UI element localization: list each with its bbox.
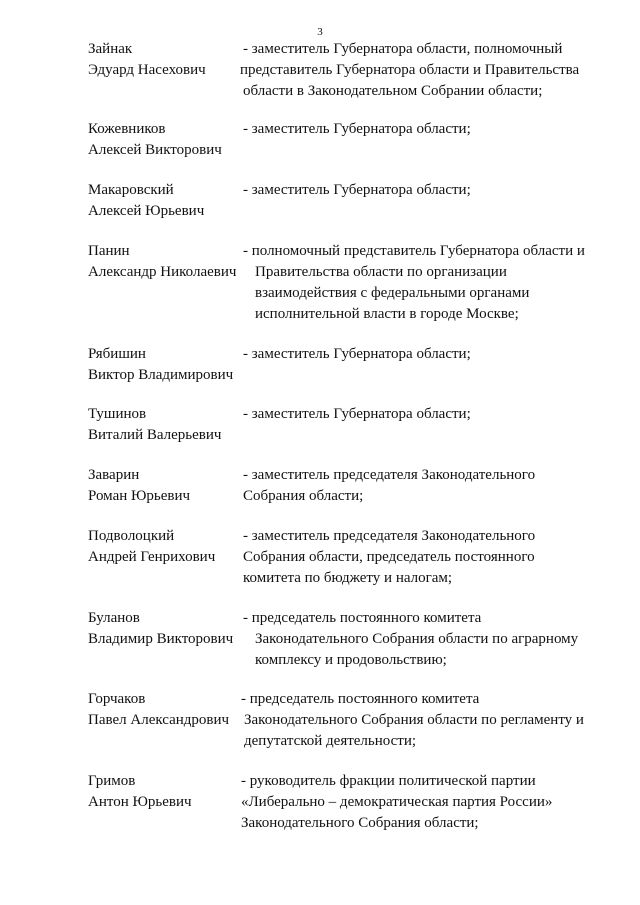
member-role-line: Законодательного Собрания области по регламенту и	[244, 712, 584, 728]
member-surname: Макаровский	[88, 182, 174, 198]
member-surname: Подволоцкий	[88, 528, 175, 544]
member-role-line: области в Законодательном Собрании области;	[243, 83, 543, 99]
member-role-line: комплексу и продовольствию;	[255, 652, 447, 668]
member-given-names: Виталий Валерьевич	[88, 427, 222, 443]
member-role-line: - полномочный представитель Губернатора области и	[243, 243, 585, 259]
member-surname: Тушинов	[88, 406, 147, 422]
member-role-line: Правительства области по организации	[255, 264, 507, 280]
member-surname: Буланов	[88, 610, 140, 626]
member-role-line: исполнительной власти в городе Москве;	[255, 306, 519, 322]
member-role-line: взаимодействия с федеральными органами	[255, 285, 530, 301]
member-surname: Гримов	[88, 773, 136, 789]
page-number: 3	[317, 26, 323, 38]
member-given-names: Александр Николаевич	[88, 264, 237, 280]
member-role-line: - заместитель Губернатора области, полномочный	[243, 41, 563, 57]
member-role-line: Законодательного Собрания области по аграрному	[255, 631, 579, 647]
member-surname: Рябишин	[88, 346, 146, 362]
member-surname: Кожевников	[88, 121, 166, 137]
member-role-line: - руководитель фракции политической партии	[241, 773, 536, 789]
member-role-line: - заместитель Губернатора области;	[243, 406, 471, 422]
member-surname: Зайнак	[88, 41, 133, 57]
member-surname: Заварин	[88, 467, 140, 483]
member-role-line: комитета по бюджету и налогам;	[243, 570, 453, 586]
member-given-names: Андрей Генрихович	[88, 549, 216, 565]
member-role-line: Собрания области;	[243, 488, 364, 504]
member-surname: Горчаков	[88, 691, 146, 707]
member-role-line: - заместитель Губернатора области;	[243, 182, 471, 198]
member-given-names: Роман Юрьевич	[88, 488, 191, 504]
member-role-line: Законодательного Собрания области;	[241, 815, 479, 831]
member-role-line: - заместитель Губернатора области;	[243, 121, 471, 137]
member-given-names: Виктор Владимирович	[88, 367, 234, 383]
member-given-names: Антон Юрьевич	[88, 794, 192, 810]
member-role-line: депутатской деятельности;	[244, 733, 417, 749]
member-role-line: - председатель постоянного комитета	[241, 691, 480, 707]
member-role-line: - председатель постоянного комитета	[243, 610, 482, 626]
member-given-names: Алексей Викторович	[88, 142, 222, 158]
member-role-line: - заместитель председателя Законодательного	[243, 467, 536, 483]
member-given-names: Алексей Юрьевич	[88, 203, 205, 219]
member-role-line: «Либерально – демократическая партия России»	[241, 794, 553, 810]
member-role-line: - заместитель Губернатора области;	[243, 346, 471, 362]
member-role-line: - заместитель председателя Законодательного	[243, 528, 536, 544]
member-surname: Панин	[88, 243, 130, 259]
member-given-names: Павел Александрович	[88, 712, 230, 728]
member-given-names: Эдуард Насехович	[88, 62, 206, 78]
member-role-line: Собрания области, председатель постоянного	[243, 549, 535, 565]
member-role-line: представитель Губернатора области и Правительства	[240, 62, 580, 78]
member-given-names: Владимир Викторович	[88, 631, 234, 647]
